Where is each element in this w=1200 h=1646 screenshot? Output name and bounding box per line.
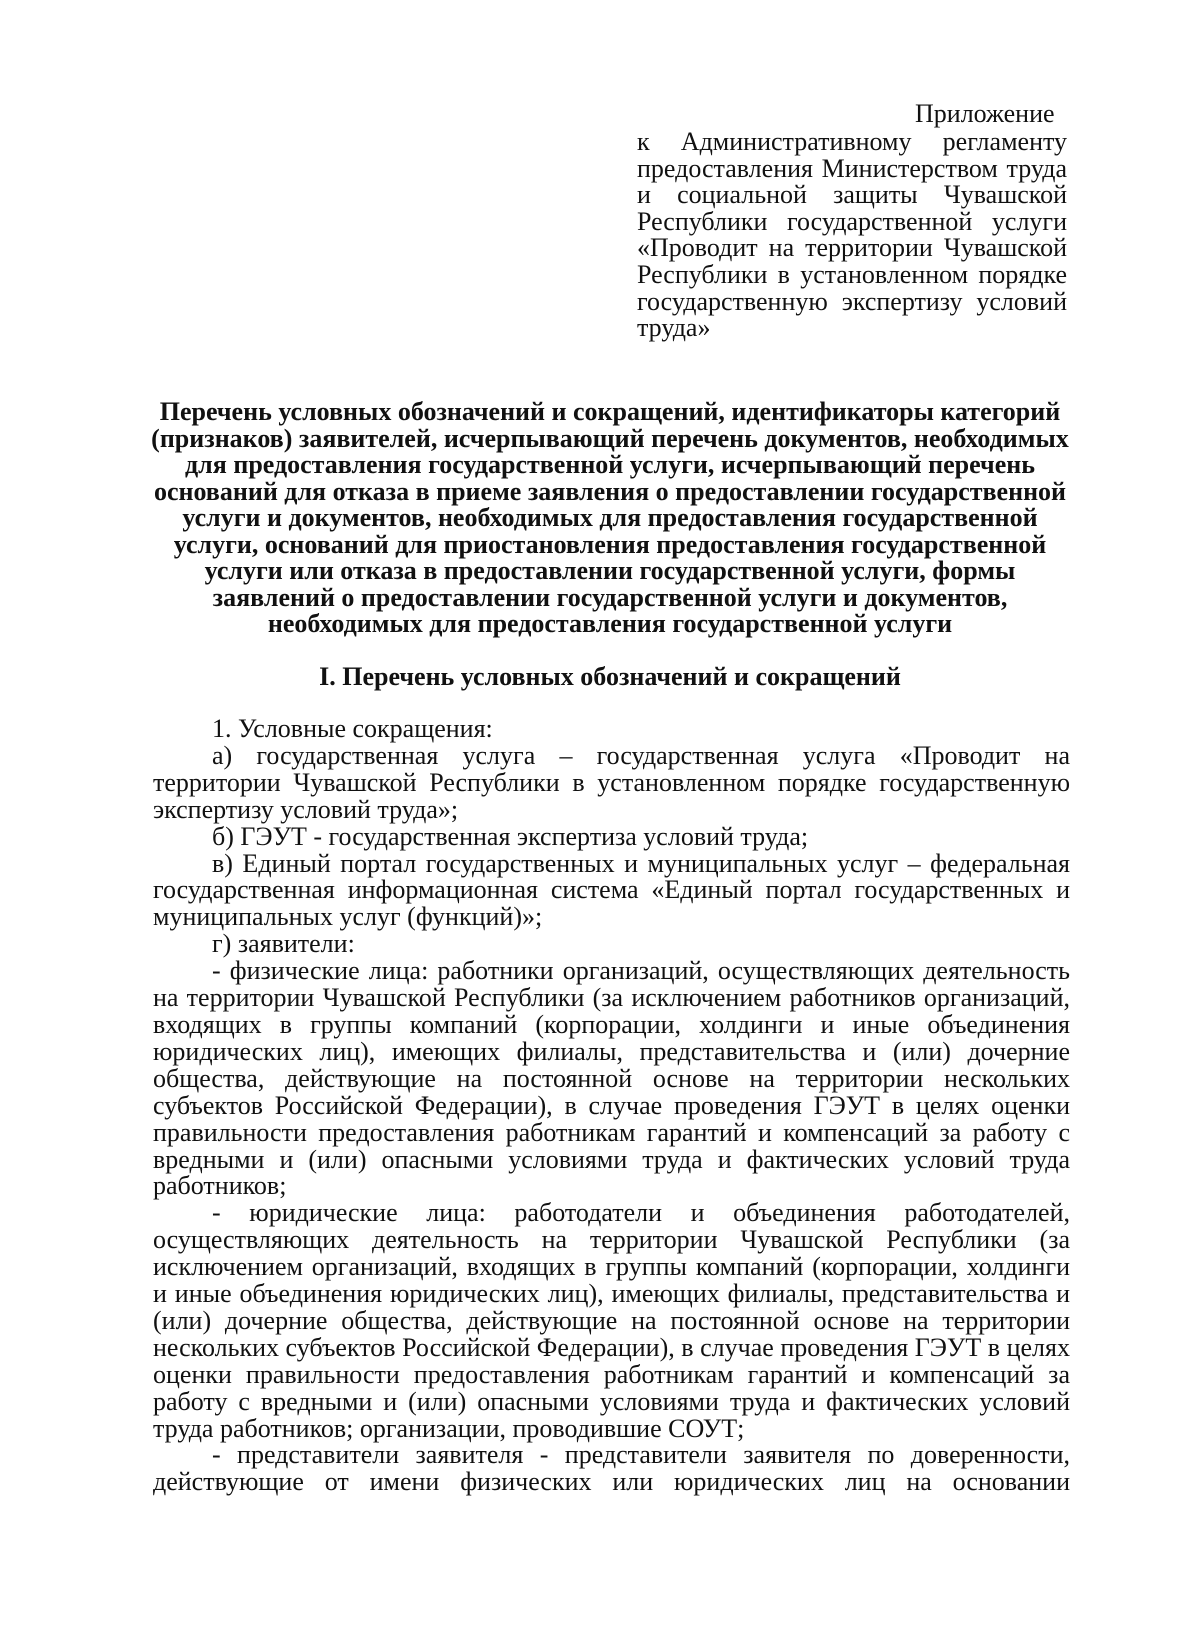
appendix-title: Приложение xyxy=(915,99,1055,128)
body-text xyxy=(153,716,1070,1496)
paragraph-legal-entities: - юридические лица: работодатели и объединения работодателей, осуществляющих деятельность на территории Чувашской Республики (за исключением организаций, входящих в группы компаний (корпорации, холдинги и иные объединения юридических лиц), имеющих филиалы, представительства и (или) дочерние общества, действующие на постоянной основе на территории нескольких субъектов Российской Федерации), в случае проведения ГЭУТ в целях оценки правильности предоставления работникам гарантий и компенсаций за работу с вредными и (или) опасными условиями труда и фактических условий труда работников; организации, проводившие СОУТ; xyxy=(153,1198,1070,1443)
paragraph-conventions-intro: 1. Условные сокращения: xyxy=(212,714,493,743)
paragraph-item-b: б) ГЭУТ - государственная экспертиза условий труда; xyxy=(212,821,809,851)
paragraph-item-v: в) Единый портал государственных и муниципальных услуг – федеральная государственная информационная система «Единый портал государственных и муниципальных услуг (функций)»; xyxy=(153,848,1070,932)
paragraph-item-a: а) государственная услуга – государственная услуга «Проводит на территории Чувашской Республики в установленном порядке государственную экспертизу условий труда»; xyxy=(153,740,1070,824)
section-heading: I. Перечень условных обозначений и сокращений xyxy=(319,662,901,691)
document-title: Перечень условных обозначений и сокращений, идентификаторы категорий (признаков) заявителей, исчерпывающий перечень документов, необходимых для предоставления государственной услуги, исчерпывающий перечень оснований для отказа в приеме заявления о предоставлении государственной услуги и документов, необходимых для предоставления государственной услуги, оснований для приостановления предоставления государственной услуги или отказа в предоставлении государственной услуги, формы заявлений о предоставлении государственной услуги и документов, необходимых для предоставления государственной услуги xyxy=(151,397,1069,638)
paragraph-representatives: - представители заявителя - представители заявителя по доверенности, действующие от имени физических или юридических лиц на основании xyxy=(153,1440,1070,1497)
paragraph-individuals: - физические лица: работники организаций, осуществляющих деятельность на территории Чувашской Республики (за исключением работников организаций, входящих в группы компаний (корпорации, холдинги и иные объединения юридических лиц), имеющих филиалы, представительства и (или) дочерние общества, действующие на постоянной основе на территории нескольких субъектов Российской Федерации), в случае проведения ГЭУТ в целях оценки правильности предоставления работникам гарантий и компенсаций за работу с вредными и (или) опасными условиями труда и фактических условий труда работников; xyxy=(153,956,1070,1201)
appendix-reference: к Административному регламенту предоставления Министерством труда и социальной защиты Чувашской Республики государственной услуги «Проводит на территории Чувашской Республики в установленном порядке государственную экспертизу условий труда» xyxy=(637,127,1067,343)
paragraph-item-g: г) заявители: xyxy=(212,929,355,959)
